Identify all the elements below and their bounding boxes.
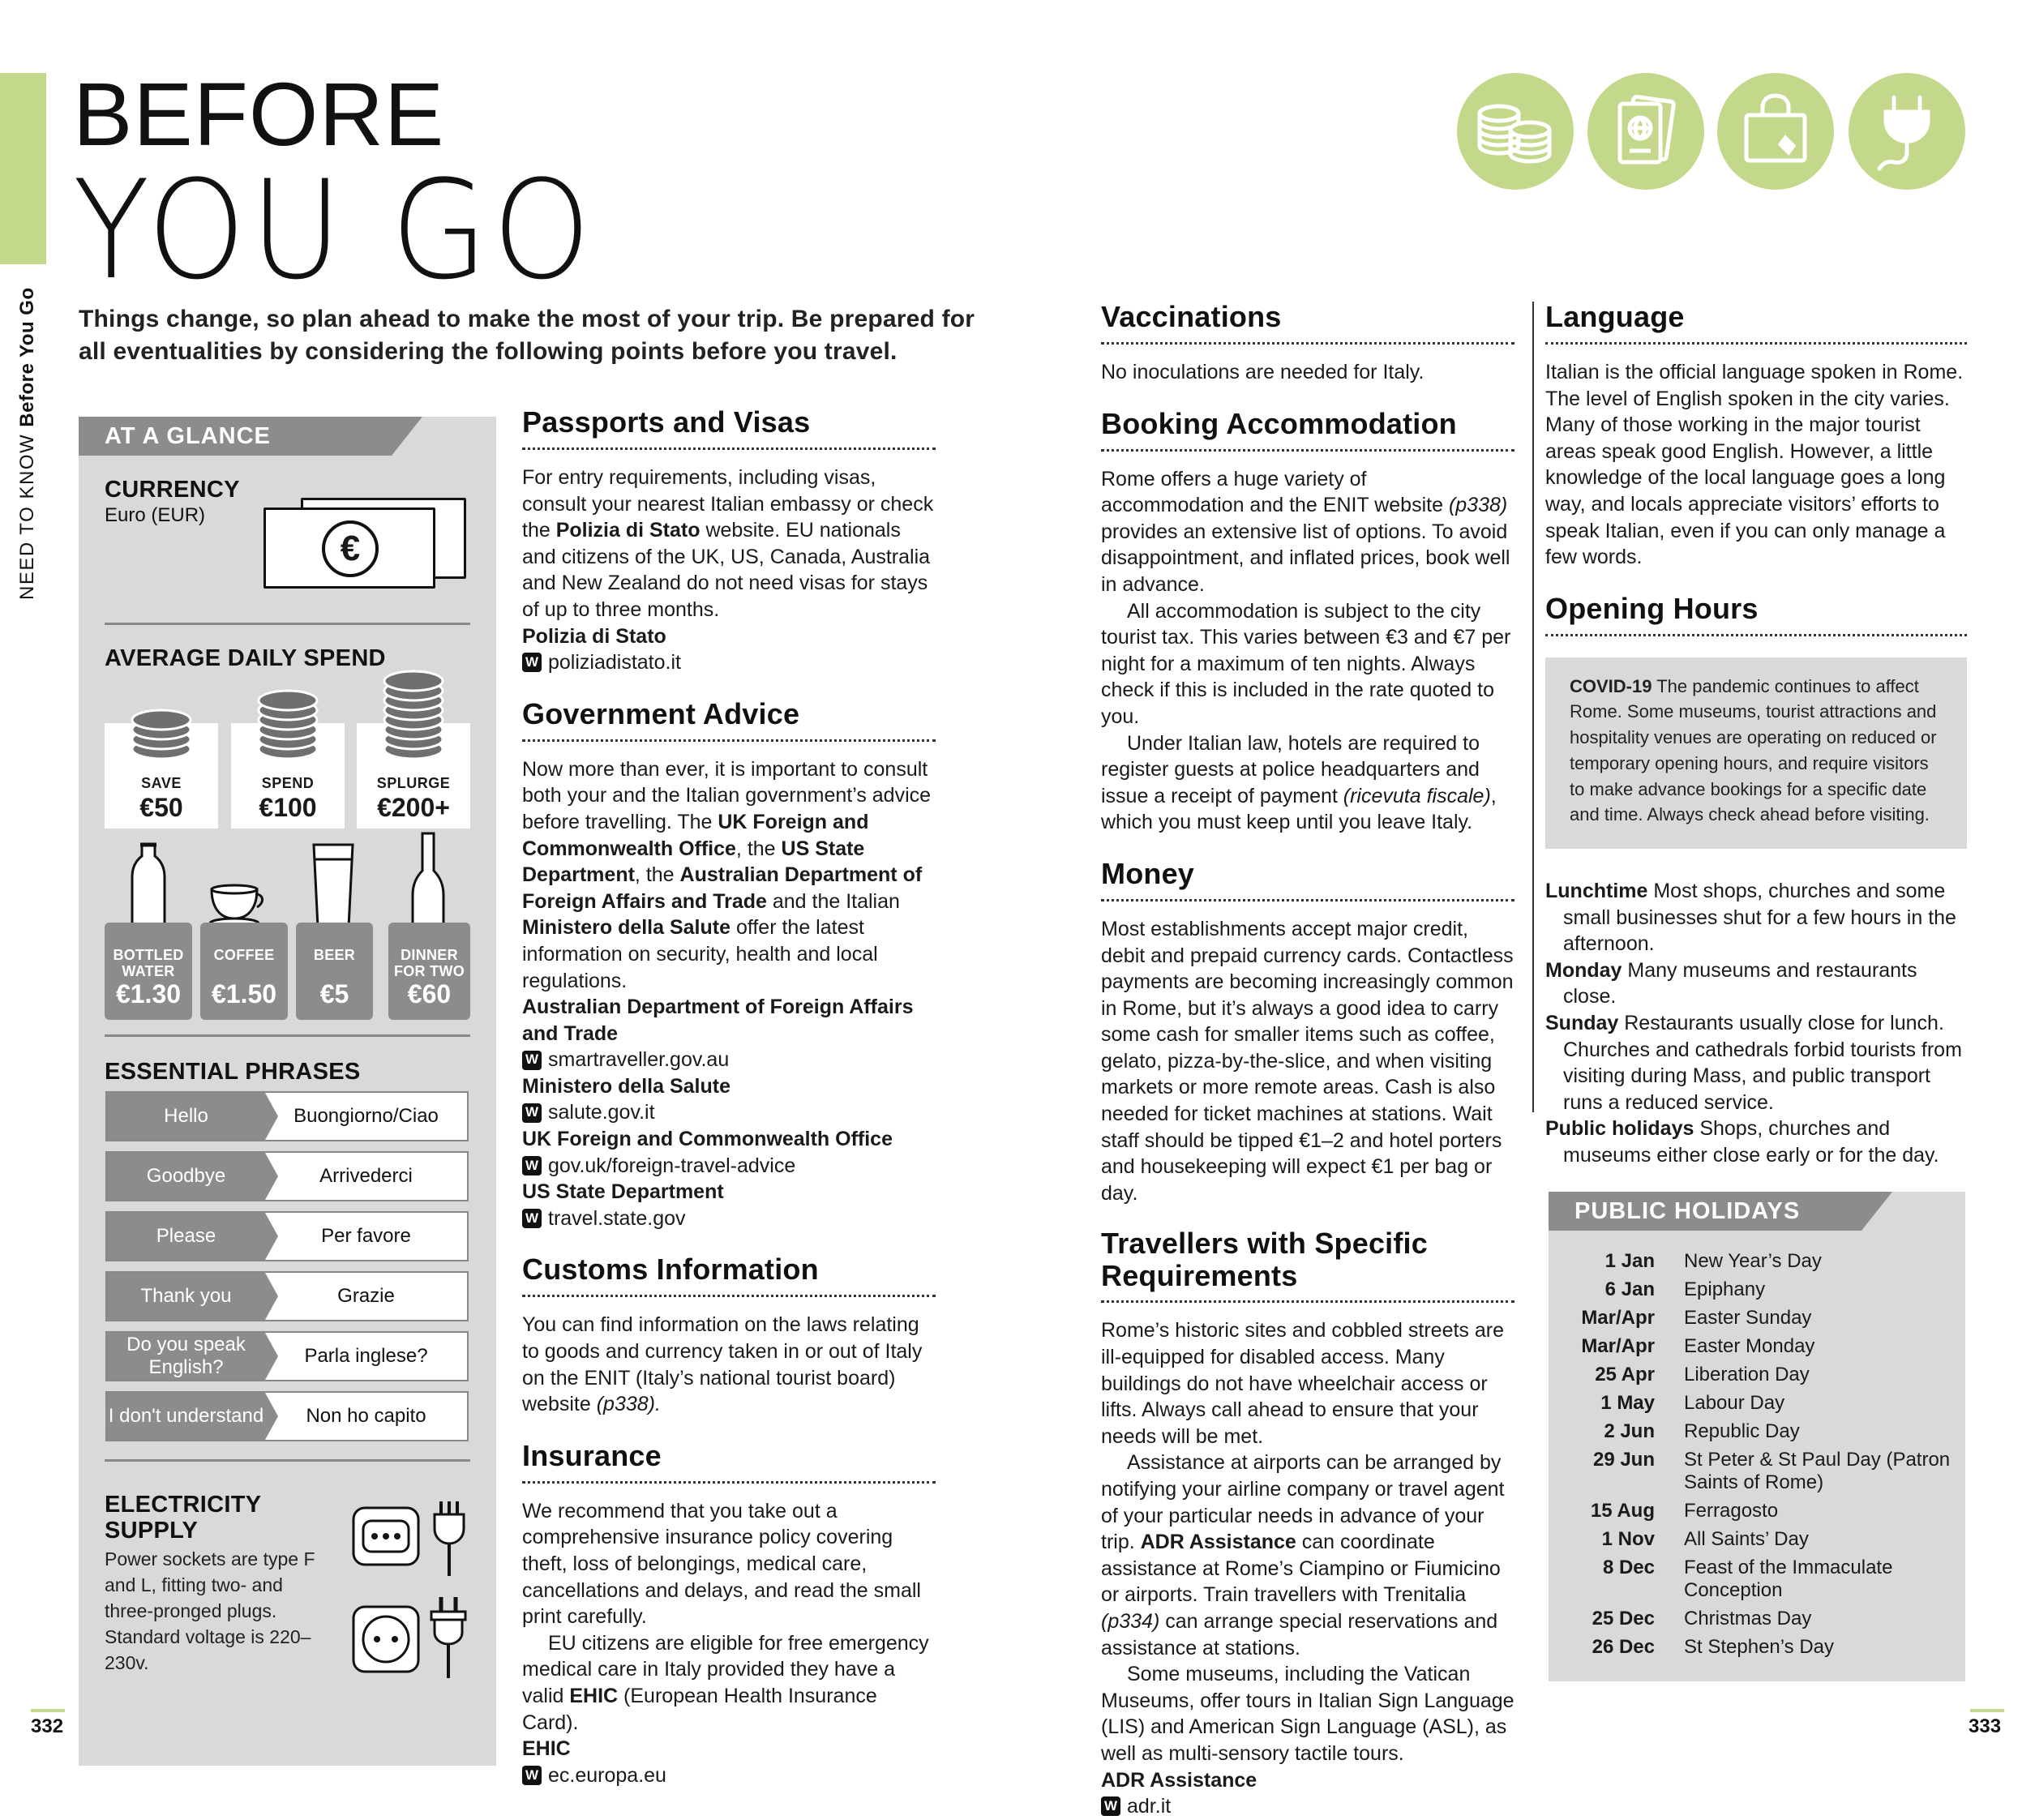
holiday-name: St Stephen’s Day: [1684, 1636, 1835, 1658]
page-ref: (p338): [1448, 494, 1508, 517]
text: Assistance at airports can be arranged by notifying your airline company or travel agent of your particular needs in advance of your trip.: [1101, 1451, 1505, 1554]
contact-name: [522, 994, 936, 1047]
column-divider: [1532, 302, 1534, 1112]
covid-box: [1545, 657, 1967, 849]
side-label-strong: Before You Go: [16, 287, 38, 427]
opening-item: [1545, 1010, 1967, 1116]
phrase-row: [105, 1271, 469, 1321]
opening-label: Sunday: [1545, 1011, 1619, 1034]
contact-name: [1101, 1767, 1514, 1794]
insurance-text: We recommend that you take out a comprehensive insurance policy covering theft, loss of belongings, medical care, cancellations and delays, and read the small print carefully.: [522, 1499, 921, 1629]
link[interactable]: ec.europa.eu: [548, 1763, 666, 1787]
language-text: Italian is the official language spoken in Rome. The level of English spoken in the city varies. Many of those working in the major tourist areas speak good English. However, a little knowledge of the local language goes a long way, and locals appreciate visitors’ efforts to speak Italian, even if you can only manage a few words.: [1545, 361, 1964, 569]
holiday-date: 1 May: [1600, 1392, 1655, 1414]
web-icon: W: [522, 1051, 542, 1070]
text: , the: [735, 837, 782, 860]
contact-web[interactable]: [1101, 1793, 1514, 1820]
holiday-name: Feast of the Immaculate Conception: [1684, 1557, 1893, 1601]
heading-line: Travellers with Specific: [1101, 1227, 1428, 1261]
spend-value: €100: [259, 793, 317, 822]
holiday-name: Easter Monday: [1684, 1335, 1815, 1357]
travellers-heading: [1101, 1227, 1514, 1303]
text: can coordinate assistance at Rome’s Ciampino or Fiumicino or airports. Train travellers with Trenitalia: [1101, 1531, 1501, 1607]
electricity-heading-2: SUPPLY: [105, 1518, 199, 1544]
phrase-row: [105, 1331, 469, 1381]
spend-card-splurge: [357, 723, 470, 829]
contact-web[interactable]: [522, 1205, 936, 1232]
spend-label: SPEND: [261, 775, 315, 791]
phrase-en: Please: [107, 1213, 265, 1260]
phrase-it: Per favore: [265, 1213, 467, 1260]
vaccinations-text: No inoculations are needed for Italy.: [1101, 361, 1424, 383]
divider: [105, 1034, 470, 1037]
insurance-heading: Insurance: [522, 1439, 936, 1484]
contact-name: [522, 1126, 936, 1153]
phrase-it: Parla inglese?: [265, 1333, 467, 1380]
spend-value: €50: [139, 793, 183, 822]
web-icon: W: [522, 1156, 542, 1176]
opening-label: Lunchtime: [1545, 879, 1648, 902]
text-bold: Polizia di Stato: [522, 624, 666, 648]
text: You can find information on the laws relating to goods and currency taken in or out of Italy on the ENIT (Italy’s national tourist board) website: [522, 1313, 923, 1416]
opening-label: Monday: [1545, 958, 1622, 982]
text: Now more than ever, it is important to consult both your and the Italian government’s advice before travelling. The: [522, 757, 932, 833]
contact-name: [522, 623, 936, 650]
holiday-date: Mar/Apr: [1581, 1335, 1655, 1357]
side-label-prefix: NEED TO KNOW: [16, 433, 38, 600]
phrase-row: [105, 1391, 469, 1441]
text-bold: EHIC: [569, 1684, 619, 1707]
holiday-name: Liberation Day: [1684, 1364, 1810, 1385]
phrase-it: Non ho capito: [265, 1393, 467, 1440]
heading-line: Requirements: [1101, 1259, 1298, 1293]
opening-label: Public holidays: [1545, 1117, 1694, 1141]
text: (European Health Insurance Card).: [522, 1684, 877, 1734]
drink-card-water: [105, 923, 192, 1020]
passport-icon: [1587, 73, 1704, 190]
text: website. EU nationals and citizens of the UK, US, Canada, Australia and New Zealand do not need visas for stays of up to three months.: [522, 519, 931, 621]
phrase-it: Buongiorno/Ciao: [265, 1093, 467, 1140]
currency-heading: CURRENCY: [105, 477, 240, 503]
contact-name: [522, 1179, 936, 1205]
euro-symbol: €: [322, 520, 379, 577]
holiday-name: Christmas Day: [1684, 1608, 1812, 1629]
link[interactable]: salute.gov.it: [548, 1101, 655, 1124]
drink-label: BEER: [313, 947, 356, 963]
drink-card-beer: [296, 923, 373, 1020]
page-ref: (p334): [1101, 1609, 1160, 1633]
web-icon: W: [1101, 1796, 1120, 1816]
text: can arrange special reservations and assistance at stations.: [1101, 1609, 1498, 1659]
page-number-accent: [31, 1709, 65, 1712]
holidays-heading: PUBLIC HOLIDAYS: [1574, 1198, 1801, 1224]
text: Rome offers a huge variety of accommodation and the ENIT website: [1101, 467, 1449, 517]
electricity-heading-1: ELECTRICITY: [105, 1492, 262, 1518]
holiday-name: Republic Day: [1684, 1420, 1800, 1442]
money-heading: Money: [1101, 857, 1514, 901]
text-bold: Australian Department of Foreign Affairs and Trade: [522, 996, 914, 1045]
money-text: Most establishments accept major credit, debit and prepaid currency cards. Contactless payments are becoming increasingly common in Rome, but it’s always a good idea to carry some cash for smaller items such as coffee, gelato, pizza-by-the-slice, and when visiting markets or more remote areas. Cash is also needed for ticket machines at stations. Wait staff should be tipped €1–2 and hotel porters and housekeeping will expect €1 per bag or day.: [1101, 917, 1514, 1205]
text-bold: UK Foreign and Commonwealth Office: [522, 1128, 893, 1151]
opening-item: [1545, 878, 1967, 957]
covid-label: COVID-19: [1570, 675, 1652, 696]
passports-heading: Passports and Visas: [522, 405, 936, 450]
link[interactable]: poliziadistato.it: [548, 651, 681, 674]
drink-value: €5: [319, 979, 349, 1008]
text: , which you must keep until you leave Italy.: [1101, 784, 1497, 834]
contact-web[interactable]: [522, 649, 936, 676]
contact-web[interactable]: [522, 1099, 936, 1126]
socket-type-f-icon: [350, 1594, 472, 1680]
accent-bar: [0, 73, 46, 264]
drink-card-dinner: [388, 923, 470, 1020]
travellers-text: Rome’s historic sites and cobbled streets are ill-equipped for disabled access. Many buildings do not have wheelchair access or lifts. Always call ahead to ensure that your needs will be met.: [1101, 1319, 1504, 1448]
insurance-text: [522, 1630, 936, 1736]
customs-heading: Customs Information: [522, 1253, 936, 1297]
column-2: [522, 405, 936, 1788]
accommodation-text: [1101, 466, 1514, 598]
text: and the Italian: [766, 889, 900, 913]
page-number-accent: [1970, 1709, 2004, 1712]
spend-label: SAVE: [141, 775, 182, 791]
text-bold: Ministero della Salute: [522, 1074, 731, 1098]
holiday-date: Mar/Apr: [1581, 1307, 1655, 1329]
page-ref: (p338).: [596, 1393, 661, 1416]
spend-value: €200+: [377, 793, 450, 822]
phrase-en: I don't understand: [107, 1393, 265, 1440]
holiday-date: 25 Dec: [1592, 1608, 1655, 1629]
text: provides an extensive list of options. To avoid disappointment, and inflated prices, book well in advance.: [1101, 520, 1510, 596]
electricity-heading: [105, 1492, 261, 1544]
contact-name: [522, 1736, 936, 1762]
drink-value: €1.30: [115, 979, 182, 1008]
column-4: [1545, 300, 1967, 1169]
link[interactable]: smartraveller.gov.au: [548, 1048, 730, 1072]
shopping-bag-icon: [1717, 73, 1834, 190]
opening-text: Restaurants usually close for lunch. Churches and cathedrals forbid tourists from visiting during Mass, and public transport runs a reduced service.: [1563, 1011, 1962, 1114]
language-heading: Language: [1545, 300, 1967, 345]
title-line1: BEFORE: [73, 65, 445, 165]
plug-icon: [1849, 73, 1965, 190]
passports-text: [522, 465, 936, 623]
contact-web[interactable]: [522, 1762, 936, 1789]
vaccinations-heading: Vaccinations: [1101, 300, 1514, 345]
opening-text: Shops, churches and museums either close early or for the day.: [1563, 1117, 1939, 1167]
text-bold: US State Department: [522, 1180, 724, 1204]
drink-label: COFFEE: [213, 947, 275, 963]
phrase-row: [105, 1151, 469, 1201]
title-line2: YOU GO: [73, 151, 596, 310]
government-heading: Government Advice: [522, 697, 936, 742]
drink-value: €60: [407, 979, 452, 1008]
opening-item: [1545, 1116, 1967, 1168]
holiday-date: 29 Jun: [1592, 1449, 1655, 1471]
web-icon: W: [522, 1209, 542, 1228]
web-icon: W: [522, 1103, 542, 1123]
socket-type-l-icon: [350, 1497, 472, 1578]
travellers-text: [1101, 1450, 1514, 1661]
drink-card-coffee: [200, 923, 288, 1020]
covid-text: The pandemic continues to affect Rome. Some museums, tourist attractions and hospitality venues are operating on reduced or temporary opening hours, and require visitors to make advance bookings for a specific date and time. Always check ahead before visiting.: [1570, 675, 1937, 825]
phrase-row: [105, 1091, 469, 1141]
holiday-name: Ferragosto: [1684, 1500, 1779, 1522]
opening-text: Most shops, churches and some small businesses shut for a few hours in the afternoon.: [1563, 879, 1956, 956]
column-3: [1101, 300, 1514, 1820]
phrase-en: Thank you: [107, 1273, 265, 1320]
holiday-name: New Year’s Day: [1684, 1250, 1822, 1272]
text: , the: [634, 863, 680, 887]
government-text: [522, 756, 936, 994]
text-bold: EHIC: [522, 1737, 571, 1761]
link[interactable]: gov.uk/foreign-travel-advice: [548, 1154, 796, 1177]
text: offer the latest information on security, health and local regulations.: [522, 916, 878, 992]
accommodation-text: All accommodation is subject to the city tourist tax. This varies between €3 and €7 per night for a maximum of ten nights. Always check if this is included in the rate quoted to you.: [1101, 599, 1511, 728]
holiday-date: 1 Nov: [1601, 1528, 1655, 1550]
drink-label: [200, 963, 288, 979]
electricity-text: Power sockets are type F and L, fitting two- and three-pronged plugs. Standard voltage is 220–230v.: [105, 1548, 315, 1673]
holiday-name: Epiphany: [1684, 1278, 1766, 1300]
text: Under Italian law, hotels are required to register guests at police headquarters and issue a receipt of payment: [1101, 731, 1480, 807]
drink-label: WATER: [122, 963, 175, 979]
phrase-en: Goodbye: [107, 1153, 265, 1200]
phrases-heading: ESSENTIAL PHRASES: [105, 1059, 361, 1085]
spend-card-spend: [231, 723, 345, 829]
holiday-date: 15 Aug: [1590, 1500, 1655, 1522]
phrase-en: Hello: [107, 1093, 265, 1140]
opening-text: Many museums and restaurants close.: [1563, 958, 1917, 1008]
holiday-date: 25 Apr: [1595, 1364, 1655, 1385]
holiday-date: 2 Jun: [1604, 1420, 1655, 1442]
text-bold: UK Foreign and Commonwealth Office: [522, 810, 869, 860]
text-bold: US State Department: [522, 837, 865, 887]
holiday-date: 26 Dec: [1592, 1636, 1655, 1658]
link[interactable]: adr.it: [1127, 1795, 1172, 1818]
contact-name: [522, 1073, 936, 1100]
spend-card-save: [105, 723, 218, 829]
spend-heading: AVERAGE DAILY SPEND: [105, 645, 386, 671]
coins-icon: [1457, 73, 1574, 190]
holiday-date: 8 Dec: [1602, 1557, 1655, 1578]
accommodation-text: [1101, 730, 1514, 836]
drink-label: [296, 963, 373, 979]
text-bold: Polizia di Stato: [555, 519, 700, 542]
holiday-date: 6 Jan: [1604, 1278, 1655, 1300]
phrase-en: Do you speak English?: [107, 1333, 265, 1380]
holiday-name: St Peter & St Paul Day (Patron Saints of Rome): [1684, 1449, 1951, 1493]
web-icon: W: [522, 1766, 542, 1785]
opening-item: [1545, 957, 1967, 1010]
text-italic: (ricevuta fiscale): [1343, 784, 1491, 807]
text: For entry requirements, including visas, consult your nearest Italian embassy or check the: [522, 466, 934, 542]
text-bold: ADR Assistance: [1101, 1768, 1257, 1792]
customs-text: [522, 1312, 936, 1417]
page-number-right: 333: [1969, 1715, 2002, 1737]
spend-label: SPLURGE: [376, 775, 451, 791]
web-icon: W: [522, 653, 542, 672]
intro-text: Things change, so plan ahead to make the most of your trip. Be prepared for all eventualities by considering the following points before you travel.: [79, 306, 975, 365]
divider: [105, 623, 470, 625]
link[interactable]: travel.state.gov: [548, 1206, 686, 1230]
drink-value: €1.50: [211, 979, 277, 1008]
at-a-glance-heading: AT A GLANCE: [105, 423, 271, 449]
contact-web[interactable]: [522, 1153, 936, 1180]
drink-label: DINNER: [401, 947, 458, 963]
opening-heading: Opening Hours: [1545, 592, 1967, 636]
drink-label: FOR TWO: [393, 963, 465, 979]
holiday-name: Easter Sunday: [1684, 1307, 1812, 1329]
drink-label: BOTTLED: [113, 947, 184, 963]
contact-web[interactable]: [522, 1047, 936, 1073]
page-number-left: 332: [31, 1715, 64, 1737]
text: EU citizens are eligible for free emergency medical care in Italy provided they have a valid: [522, 1631, 929, 1707]
text-bold: ADR Assistance: [1140, 1531, 1296, 1554]
travellers-text: Some museums, including the Vatican Museums, offer tours in Italian Sign Language (LIS) and American Sign Language (ASL), as well as multi-sensory tactile tours.: [1101, 1663, 1514, 1765]
phrase-row: [105, 1211, 469, 1261]
divider: [105, 1459, 470, 1462]
text-bold: Ministero della Salute: [522, 916, 731, 940]
phrase-it: Arrivederci: [265, 1153, 467, 1200]
holiday-name: Labour Day: [1684, 1392, 1785, 1414]
accommodation-heading: Booking Accommodation: [1101, 407, 1514, 452]
holiday-date: 1 Jan: [1604, 1250, 1655, 1272]
banknote-icon: [263, 498, 466, 589]
currency-value: Euro (EUR): [105, 504, 206, 526]
holiday-name: All Saints’ Day: [1684, 1528, 1809, 1550]
page-title: [73, 65, 640, 310]
side-label: [16, 276, 44, 600]
text-bold: Australian Department of Foreign Affairs and Trade: [522, 863, 923, 913]
phrase-it: Grazie: [265, 1273, 467, 1320]
